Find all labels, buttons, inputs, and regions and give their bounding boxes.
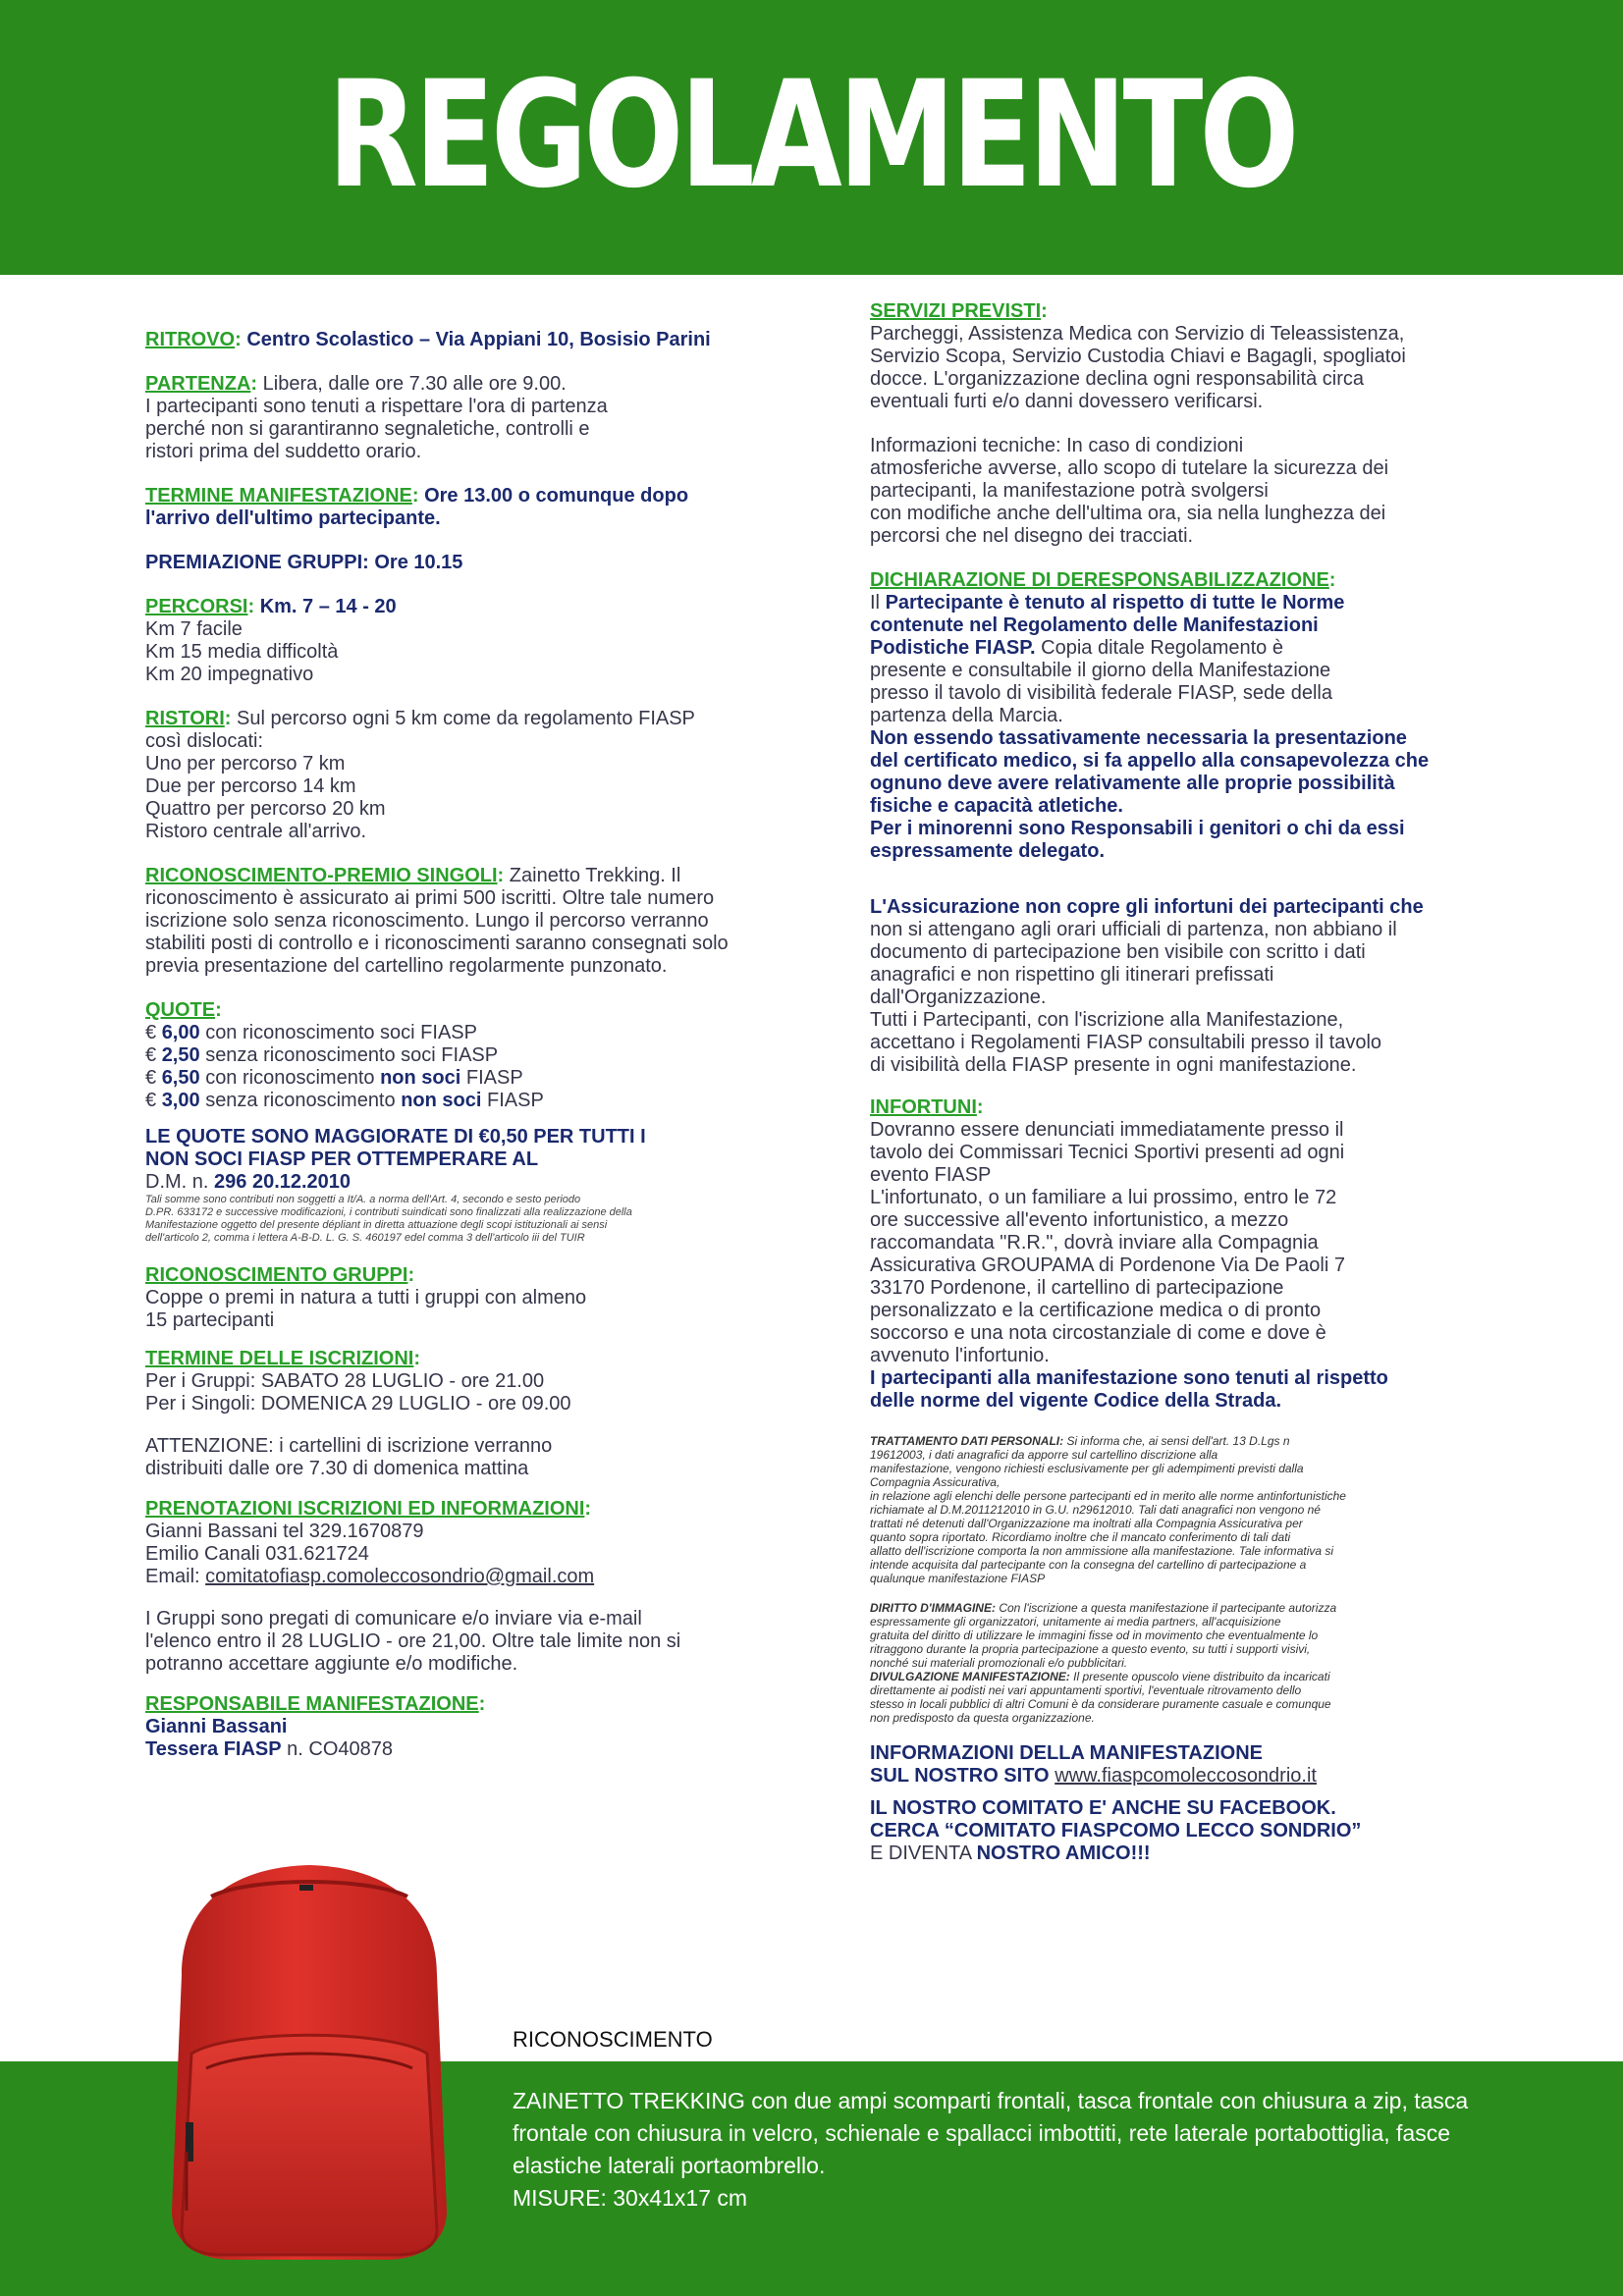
percorso-item: Km 15 media difficoltà — [145, 641, 339, 663]
ristori-item: Due per percorso 14 km — [145, 775, 356, 797]
iscrizioni-heading: TERMINE DELLE ISCRIZIONI — [145, 1348, 414, 1369]
email-link[interactable]: comitatofiasp.comoleccosondrio@gmail.com — [205, 1566, 595, 1587]
riconoscimento-description — [513, 2085, 1514, 2215]
page-title: REGOLAMENTO — [327, 50, 1296, 221]
partenza-time: Libera, dalle ore 7.30 alle ore 9.00. — [262, 373, 567, 395]
assicurazione-section: L'Assicurazione non copre gli infortuni dei partecipanti che non si attengano agli orari ufficiali di partenza, non abbiano il documento di partecipazione ben visibile con scritto i dati anagrafici e non rispettino gli itinerari prefissati dall'Organizzazione. Tutti i Partecipanti, con l'iscrizione alla Manifestazione, accettano i Regolamenti FIASP consultabili presso il tavolo di visibilità della FIASP presente in ogni manifestazione. — [870, 896, 1424, 1076]
ristori-text: Sul percorso ogni 5 km come da regolamento FIASP — [237, 708, 695, 729]
servizi-heading: SERVIZI PREVISTI — [870, 300, 1042, 322]
ristori-heading: RISTORI — [145, 708, 225, 729]
privacy-section: TRATTAMENTO DATI PERSONALI: Si informa che, ai sensi dell'art. 13 D.Lgs n 19612003, i dati anagrafici da apporre sul cartellino discrizione alla manifestazione, vengono richiesti esclusivamente per gli adempimenti previsti dalla Compagnia Assicurativa, in relazione agli elenchi delle persone partecipanti ed in merito alle norme antinfortunistiche richiamate al D.M.2011212010 in G.U. n29612010. Tali dati anagrafici non vengono né trattati né detenuti dall'Organizzazione ma inoltrati alla Compagnia Assicurativa per quanto sopra riportato. Ricordiamo inoltre che il mancato conferimento di tali dati allatto dell'iscrizione comporta la non ammissione alla manifestazione. Tale informativa si intende acquisita dal partecipante con la consegna del cartellino di partecipazione a qualunque manifestazione FIASP — [870, 1434, 1346, 1585]
dm-number: 296 20.12.2010 — [214, 1171, 352, 1193]
gruppi-section: RICONOSCIMENTO GRUPPI: Coppe o premi in natura a tutti i gruppi con almeno 15 partecipanti — [145, 1264, 587, 1331]
ritrovo-section: RITROVO: Centro Scolastico – Via Appiani 10, Bosisio Parini — [145, 329, 711, 350]
responsabile-heading: RESPONSABILE MANIFESTAZIONE — [145, 1693, 479, 1715]
infortuni-heading: INFORTUNI — [870, 1096, 977, 1118]
zainetto-text: ZAINETTO TREKKING con due ampi scomparti frontali, tasca frontale con chiusura a zip, tasca frontale con chiusura in velcro, schienale e spallacci imbottiti, rete laterale portabottiglia, fasce elastiche laterali portaombrello. — [513, 2088, 1469, 2178]
gruppi-note: I Gruppi sono pregati di comunicare e/o inviare via e-mail l'elenco entro il 28 LUGLIO - ore 21,00. Oltre tale limite non si potranno accettare aggiunte e/o modifiche. — [145, 1608, 681, 1675]
backpack-image — [152, 1857, 466, 2269]
misure-text: MISURE: 30x41x17 cm — [513, 2185, 748, 2211]
servizi-section: SERVIZI PREVISTI: Parcheggi, Assistenza Medica con Servizio di Teleassistenza, Servizio Scopa, Servizio Custodia Chiavi e Bagagli, spogliatoi docce. L'organizzazione declina ogni responsabilità circa eventuali furti e/o danni dovessero verificarsi. — [870, 300, 1406, 412]
attenzione-note: ATTENZIONE: i cartellini di iscrizione verranno distribuiti dalle ore 7.30 di domenica mattina — [145, 1435, 553, 1479]
quote-notice: LE QUOTE SONO MAGGIORATE DI €0,50 PER TUTTI I NON SOCI FIASP PER OTTEMPERARE AL D.M. n. 296 20.12.2010 Tali somme sono contributi non soggetti a It/A. a norma dell'Art. 4, secondo e sesto periodo D.PR. 633172 e successive modificazioni, i contributi suindicati sono finalizzati alla realizzazione della Manifestazione oggetto del presente dépliant in diretta attuazione degli scopi istituzionali ai sensi dell'articolo 2, comma i lettera A-B-D. L. G. S. 460197 edel comma 3 dell'articolo iii del TUIR — [145, 1126, 813, 1245]
quote-row: € 3,00 senza riconoscimento non soci FIASP — [145, 1090, 544, 1111]
fine-print: dell'articolo 2, comma i lettera A-B-D. L. G. S. 460197 edel comma 3 dell'articolo iii del TUIR — [145, 1232, 585, 1244]
partenza-line: ristori prima del suddetto orario. — [145, 441, 422, 462]
percorsi-heading: PERCORSI — [145, 596, 248, 617]
dichiarazione-section: DICHIARAZIONE DI DERESPONSABILIZZAZIONE: Il Partecipante è tenuto al rispetto di tutte le Norme contenute nel Regolamento delle Manifestazioni Podistiche FIASP. Copia ditale Regolamento è presente e consultabile il giorno della Manifestazione presso il tavolo di visibilità federale FIASP, sede della partenza della Marcia. Non essendo tassativamente necessaria la presentazione del certificato medico, si fa appello alla consapevolezza che ognuno deve avere relativamente alle proprie possibilità fisiche e capacità atletiche. Per i minorenni sono Responsabili i genitori o chi da essi espressamente delegato. — [870, 569, 1430, 862]
fine-print: D.PR. 633172 e successive modificazioni, i contributi suindicati sono finalizzati alla realizzazione della — [145, 1206, 632, 1218]
right-column — [870, 300, 1498, 1865]
ritrovo-text: Centro Scolastico – Via Appiani 10, Bosisio Parini — [246, 329, 711, 350]
immagine-section: DIRITTO D'IMMAGINE: Con l'iscrizione a questa manifestazione il partecipante autorizza espressamente gli organizzatori, unitamente ai media partners, all'acquisizione gratuita del diritto di utilizzare le immagini fisse od in movimento che eventualmente lo ritraggono durante la propria partecipazione a questo evento, su tutti i supporti visivi, nonché sui materiali promozionali e/o pubblicitari. DIVULGAZIONE MANIFESTAZIONE: Il presente opuscolo viene distribuito da incaricati direttamente ai podisti nei vari appuntamenti sportivi, l'eventuale ritrovamento dello stesso in locali pubblici di altri Comuni è da considerare puramente casuale e comunque non predisposto da questa organizzazione. — [870, 1601, 1337, 1725]
backpack-front-pocket — [182, 2035, 437, 2255]
termine-text: Ore 13.00 o comunque dopo — [424, 485, 689, 507]
quote-row: € 2,50 senza riconoscimento soci FIASP — [145, 1044, 499, 1066]
partenza-line: perché non si garantiranno segnaletiche, controlli e — [145, 418, 590, 440]
responsabile-section: RESPONSABILE MANIFESTAZIONE: Gianni Bassani Tessera FIASP n. CO40878 — [145, 1693, 813, 1761]
contact-line: Gianni Bassani tel 329.1670879 — [145, 1521, 424, 1542]
percorsi-section: PERCORSI: Km. 7 – 14 - 20 Km 7 facile Km 15 media difficoltà Km 20 impegnativo — [145, 596, 813, 686]
informazioni-tecniche: Informazioni tecniche: In caso di condizioni atmosferiche avverse, allo scopo di tutelare la sicurezza dei partecipanti, la manifestazione potrà svolgersi con modifiche anche dell'ultima ora, sia nella lunghezza dei percorsi che nel disegno dei tracciati. — [870, 435, 1389, 547]
left-column — [145, 329, 813, 1761]
zip-pull — [299, 1885, 313, 1891]
header-banner — [0, 0, 1623, 275]
premio-singoli-section: RICONOSCIMENTO-PREMIO SINGOLI: Zainetto Trekking. Il riconoscimento è assicurato ai primi 500 iscritti. Oltre tale numero iscrizione solo senza riconoscimento. Lungo il percorso verranno stabiliti posti di controllo e i riconoscimenti saranno consegnati solo previa presentazione del cartellino regolarmente punzonato. — [145, 865, 813, 978]
ristori-item: così dislocati: — [145, 730, 264, 752]
percorsi-distances: Km. 7 – 14 - 20 — [259, 596, 397, 617]
fine-print: Manifestazione oggetto del presente dépliant in diretta attuazione degli scopi istituzionali ai sensi — [145, 1219, 608, 1231]
premio-line: iscrizione solo senza riconoscimento. Lungo il percorso verranno — [145, 910, 709, 932]
percorso-item: Km 20 impegnativo — [145, 664, 314, 685]
facebook-section: IL NOSTRO COMITATO E' ANCHE SU FACEBOOK. CERCA “COMITATO FIASPCOMO LECCO SONDRIO” E DIVENTA NOSTRO AMICO!!! — [870, 1797, 1362, 1864]
quote-heading: QUOTE — [145, 999, 216, 1021]
premiazione-gruppi: PREMIAZIONE GRUPPI: Ore 10.15 — [145, 552, 463, 573]
responsabile-name: Gianni Bassani — [145, 1716, 288, 1737]
ristori-item: Ristoro centrale all'arrivo. — [145, 821, 367, 842]
quote-section: QUOTE: € 6,00 con riconoscimento soci FIASP € 2,50 senza riconoscimento soci FIASP € 6,50 con riconoscimento non soci FIASP € 3,00 senza riconoscimento non soci FIASP — [145, 999, 813, 1112]
termine-text: l'arrivo dell'ultimo partecipante. — [145, 507, 441, 529]
iscrizioni-section: TERMINE DELLE ISCRIZIONI: Per i Gruppi: SABATO 28 LUGLIO - ore 21.00 Per i Singoli: DOMENICA 29 LUGLIO - ore 09.00 — [145, 1348, 571, 1415]
partenza-section: PARTENZA: Libera, dalle ore 7.30 alle ore 9.00. I partecipanti sono tenuti a rispettare l'ora di partenza perché non si garantiranno segnaletiche, controlli e ristori prima del suddetto orario. — [145, 373, 813, 463]
contact-line: Emilio Canali 031.621724 — [145, 1543, 369, 1565]
premio-text: Zainetto Trekking. Il — [509, 865, 681, 886]
ristori-item: Quattro per percorso 20 km — [145, 798, 386, 820]
sito-section: INFORMAZIONI DELLA MANIFESTAZIONE SUL NOSTRO SITO www.fiaspcomoleccosondrio.it — [870, 1742, 1317, 1787]
partenza-line: I partecipanti sono tenuti a rispettare l'ora di partenza — [145, 396, 608, 417]
prenotazioni-heading: PRENOTAZIONI ISCRIZIONI ED INFORMAZIONI — [145, 1498, 585, 1520]
quote-row: € 6,00 con riconoscimento soci FIASP — [145, 1022, 477, 1043]
termine-heading: TERMINE MANIFESTAZIONE — [145, 485, 412, 507]
ritrovo-heading: RITROVO — [145, 329, 236, 350]
premio-line: stabiliti posti di controllo e i riconoscimenti saranno consegnati solo — [145, 933, 729, 954]
premio-line: previa presentazione del cartellino regolarmente punzonato. — [145, 955, 668, 977]
fine-print: Tali somme sono contributi non soggetti a It/A. a norma dell'Art. 4, secondo e sesto periodo — [145, 1194, 581, 1205]
ristori-section: RISTORI: Sul percorso ogni 5 km come da regolamento FIASP così dislocati: Uno per percorso 7 km Due per percorso 14 km Quattro per percorso 20 km Ristoro centrale all'arrivo. — [145, 708, 813, 843]
prenotazioni-section: PRENOTAZIONI ISCRIZIONI ED INFORMAZIONI: Gianni Bassani tel 329.1670879 Emilio Canali 031.621724 Email: comitatofiasp.comoleccosondrio@gmail.com — [145, 1498, 813, 1588]
infortuni-section: INFORTUNI: Dovranno essere denunciati immediatamente presso il tavolo dei Commissari Tecnici Sportivi presenti ad ogni evento FIASP L'infortunato, o un familiare a lui prossimo, entro le 72 ore successive all'evento infortunistico, a mezzo raccomandata "R.R.", dovrà inviare alla Compagnia Assicurativa GROUPAMA di Pordenone Via De Paoli 7 33170 Pordenone, il cartellino di partecipazione personalizzato e la certificazione medica o di pronto soccorso e una nota circostanziale di come e dove è avvenuto l'infortunio. I partecipanti alla manifestazione sono tenuti al rispetto delle norme del vigente Codice della Strada. — [870, 1096, 1388, 1412]
quote-row: € 6,50 con riconoscimento non soci FIASP — [145, 1067, 523, 1089]
premio-singoli-heading: RICONOSCIMENTO-PREMIO SINGOLI — [145, 865, 498, 886]
riconoscimento-label: RICONOSCIMENTO — [513, 2027, 713, 2052]
gruppi-heading: RICONOSCIMENTO GRUPPI — [145, 1264, 408, 1286]
ristori-item: Uno per percorso 7 km — [145, 753, 346, 774]
premio-line: riconoscimento è assicurato ai primi 500 iscritti. Oltre tale numero — [145, 887, 715, 909]
termine-section: TERMINE MANIFESTAZIONE: Ore 13.00 o comunque dopo l'arrivo dell'ultimo partecipante. — [145, 485, 813, 530]
partenza-heading: PARTENZA — [145, 373, 251, 395]
website-link[interactable]: www.fiaspcomoleccosondrio.it — [1055, 1765, 1317, 1787]
dichiarazione-heading: DICHIARAZIONE DI DERESPONSABILIZZAZIONE — [870, 569, 1329, 591]
percorso-item: Km 7 facile — [145, 618, 243, 640]
